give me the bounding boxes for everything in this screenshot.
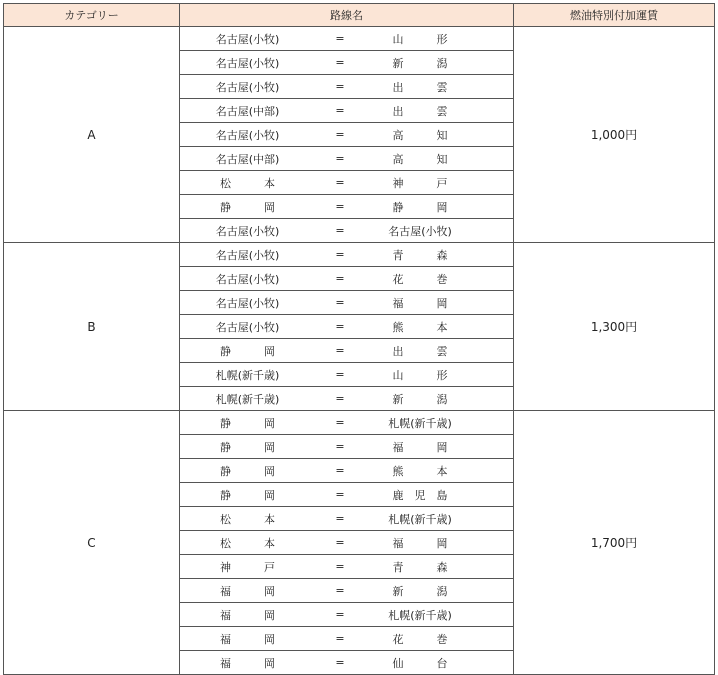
route-destination: 出 雲 <box>392 104 448 118</box>
route-cell <box>180 75 514 99</box>
route-separator: = <box>335 488 345 501</box>
route-line <box>180 75 513 98</box>
route-origin: 静 岡 <box>220 416 275 430</box>
route-separator: = <box>335 656 345 669</box>
route-separator: = <box>335 320 345 333</box>
route-cell <box>180 99 514 123</box>
route-cell <box>180 123 514 147</box>
route-line <box>180 219 513 242</box>
header-category: カテゴリー <box>4 4 180 27</box>
header-fee: 燃油特別付加運賃 <box>514 4 715 27</box>
route-cell <box>180 411 514 435</box>
route-separator: = <box>335 296 345 309</box>
route-separator: = <box>335 464 345 477</box>
route-separator: = <box>335 392 345 405</box>
route-cell <box>180 363 514 387</box>
route-cell <box>180 339 514 363</box>
route-cell <box>180 507 514 531</box>
route-line <box>180 147 513 170</box>
route-cell <box>180 555 514 579</box>
fee-cell: 1,300円 <box>514 243 715 411</box>
route-separator: = <box>335 416 345 429</box>
route-separator: = <box>335 440 345 453</box>
route-line <box>180 171 513 194</box>
route-destination: 花 巻 <box>392 632 448 646</box>
route-line <box>180 459 513 482</box>
route-line <box>180 267 513 290</box>
route-destination: 名古屋(小牧) <box>388 224 452 238</box>
route-destination: 新 潟 <box>392 584 448 598</box>
route-origin: 松 本 <box>220 536 275 550</box>
route-origin: 福 岡 <box>220 608 275 622</box>
route-line <box>180 555 513 578</box>
route-line <box>180 651 513 674</box>
route-line <box>180 99 513 122</box>
route-separator: = <box>335 512 345 525</box>
route-line <box>180 123 513 146</box>
route-separator: = <box>335 368 345 381</box>
route-cell <box>180 459 514 483</box>
route-separator: = <box>335 176 345 189</box>
route-separator: = <box>335 56 345 69</box>
route-destination: 熊 本 <box>392 464 448 478</box>
route-origin: 松 本 <box>220 176 275 190</box>
table-row <box>4 411 715 435</box>
route-origin: 福 岡 <box>220 656 275 670</box>
route-separator: = <box>335 224 345 237</box>
route-line <box>180 507 513 530</box>
route-cell <box>180 627 514 651</box>
route-destination: 高 知 <box>392 128 448 142</box>
route-origin: 静 岡 <box>220 488 275 502</box>
route-separator: = <box>335 248 345 261</box>
route-destination: 神 戸 <box>392 176 448 190</box>
fee-cell: 1,700円 <box>514 411 715 675</box>
fuel-surcharge-table <box>3 3 715 675</box>
category-cell: A <box>4 27 180 243</box>
route-origin: 名古屋(小牧) <box>215 248 280 262</box>
route-origin: 名古屋(小牧) <box>215 32 280 46</box>
route-line <box>180 315 513 338</box>
table-row <box>4 243 715 267</box>
route-destination: 札幌(新千歳) <box>388 512 452 526</box>
header-route: 路線名 <box>180 4 514 27</box>
route-separator: = <box>335 80 345 93</box>
route-origin: 静 岡 <box>220 464 275 478</box>
route-destination: 福 岡 <box>392 440 448 454</box>
route-destination: 山 形 <box>392 32 448 46</box>
route-cell <box>180 147 514 171</box>
route-cell <box>180 171 514 195</box>
route-cell <box>180 195 514 219</box>
route-destination: 福 岡 <box>392 296 448 310</box>
route-destination: 山 形 <box>392 368 448 382</box>
route-line <box>180 531 513 554</box>
route-origin: 札幌(新千歳) <box>215 368 280 382</box>
category-cell: C <box>4 411 180 675</box>
route-line <box>180 411 513 434</box>
route-origin: 静 岡 <box>220 344 275 358</box>
route-destination: 新 潟 <box>392 392 448 406</box>
route-line <box>180 51 513 74</box>
route-destination: 熊 本 <box>392 320 448 334</box>
route-line <box>180 339 513 362</box>
route-cell <box>180 243 514 267</box>
route-cell <box>180 531 514 555</box>
route-cell <box>180 267 514 291</box>
route-cell <box>180 603 514 627</box>
route-origin: 名古屋(小牧) <box>215 80 280 94</box>
route-origin: 名古屋(小牧) <box>215 272 280 286</box>
header-row <box>4 4 715 27</box>
route-destination: 出 雲 <box>392 344 448 358</box>
route-destination: 出 雲 <box>392 80 448 94</box>
route-origin: 札幌(新千歳) <box>215 392 280 406</box>
route-cell <box>180 315 514 339</box>
route-separator: = <box>335 608 345 621</box>
route-origin: 名古屋(小牧) <box>215 320 280 334</box>
route-separator: = <box>335 128 345 141</box>
route-origin: 静 岡 <box>220 200 275 214</box>
route-destination: 青 森 <box>392 248 448 262</box>
route-origin: 名古屋(小牧) <box>215 296 280 310</box>
route-line <box>180 291 513 314</box>
route-cell <box>180 435 514 459</box>
route-origin: 名古屋(中部) <box>215 152 280 166</box>
route-line <box>180 603 513 626</box>
route-destination: 静 岡 <box>392 200 448 214</box>
route-destination: 仙 台 <box>392 656 448 670</box>
route-separator: = <box>335 104 345 117</box>
table-row <box>4 27 715 51</box>
route-separator: = <box>335 152 345 165</box>
route-line <box>180 243 513 266</box>
route-separator: = <box>335 536 345 549</box>
route-cell <box>180 27 514 51</box>
route-line <box>180 195 513 218</box>
route-destination: 鹿 児 島 <box>392 488 448 502</box>
route-destination: 青 森 <box>392 560 448 574</box>
route-origin: 名古屋(中部) <box>215 104 280 118</box>
route-destination: 新 潟 <box>392 56 448 70</box>
route-cell <box>180 291 514 315</box>
route-separator: = <box>335 344 345 357</box>
route-origin: 名古屋(小牧) <box>215 224 280 238</box>
route-destination: 札幌(新千歳) <box>388 416 452 430</box>
route-cell <box>180 651 514 675</box>
route-line <box>180 483 513 506</box>
route-separator: = <box>335 272 345 285</box>
route-destination: 高 知 <box>392 152 448 166</box>
route-line <box>180 579 513 602</box>
fee-cell: 1,000円 <box>514 27 715 243</box>
route-separator: = <box>335 200 345 213</box>
route-separator: = <box>335 584 345 597</box>
route-origin: 福 岡 <box>220 632 275 646</box>
route-cell <box>180 579 514 603</box>
category-cell: B <box>4 243 180 411</box>
route-line <box>180 435 513 458</box>
route-origin: 名古屋(小牧) <box>215 56 280 70</box>
route-separator: = <box>335 632 345 645</box>
route-cell <box>180 387 514 411</box>
route-origin: 松 本 <box>220 512 275 526</box>
route-origin: 名古屋(小牧) <box>215 128 280 142</box>
route-cell <box>180 219 514 243</box>
route-line <box>180 363 513 386</box>
route-line <box>180 27 513 50</box>
route-destination: 福 岡 <box>392 536 448 550</box>
route-separator: = <box>335 32 345 45</box>
route-line <box>180 387 513 410</box>
route-line <box>180 627 513 650</box>
route-destination: 花 巻 <box>392 272 448 286</box>
route-origin: 静 岡 <box>220 440 275 454</box>
table-body <box>4 27 715 675</box>
route-separator: = <box>335 560 345 573</box>
route-origin: 福 岡 <box>220 584 275 598</box>
route-destination: 札幌(新千歳) <box>388 608 452 622</box>
surcharge-table-container <box>3 3 714 672</box>
route-cell <box>180 51 514 75</box>
route-cell <box>180 483 514 507</box>
route-origin: 神 戸 <box>220 560 275 574</box>
